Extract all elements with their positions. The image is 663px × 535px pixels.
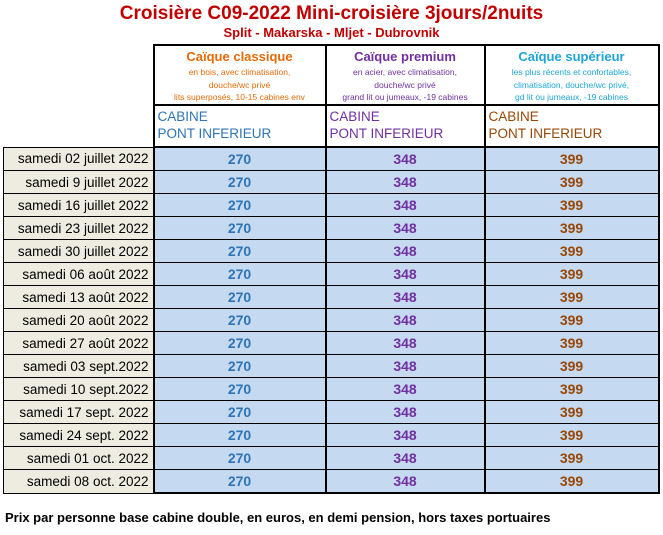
price-classic-cell: 270 <box>154 240 326 263</box>
price-superior-cell: 399 <box>485 171 659 194</box>
table-row <box>4 263 659 286</box>
date-cell: samedi 13 août 2022 <box>4 286 154 309</box>
table-row <box>4 447 659 470</box>
header-blank-cell <box>4 45 154 105</box>
price-premium-cell: 348 <box>326 194 485 217</box>
price-premium-cell: 348 <box>326 147 485 171</box>
price-classic-cell: 270 <box>154 286 326 309</box>
category-name-premium: Caïque premium <box>354 49 456 64</box>
category-header-classic <box>154 45 326 105</box>
price-superior-cell: 399 <box>485 286 659 309</box>
price-premium-cell: 348 <box>326 263 485 286</box>
date-cell: samedi 24 sept. 2022 <box>4 424 154 447</box>
category-name-classic: Caïque classique <box>186 49 293 64</box>
cabin-header-superior <box>485 105 659 147</box>
table-row <box>4 470 659 494</box>
price-table <box>3 44 660 494</box>
cabin-label-superior-1: CABINE <box>488 109 539 124</box>
price-premium-cell: 348 <box>326 171 485 194</box>
price-classic-cell: 270 <box>154 401 326 424</box>
price-premium-cell: 348 <box>326 355 485 378</box>
price-classic-cell: 270 <box>154 194 326 217</box>
date-cell: samedi 17 sept. 2022 <box>4 401 154 424</box>
price-classic-cell: 270 <box>154 147 326 171</box>
table-row <box>4 332 659 355</box>
price-superior-cell: 399 <box>485 355 659 378</box>
price-classic-cell: 270 <box>154 447 326 470</box>
price-premium-cell: 348 <box>326 240 485 263</box>
cabin-label-premium-2: PONT INFERIEUR <box>329 126 444 141</box>
price-superior-cell: 399 <box>485 263 659 286</box>
price-premium-cell: 348 <box>326 470 485 494</box>
category-desc-superior-3: gd lit ou jumeaux, -19 cabines <box>515 92 628 102</box>
price-classic-cell: 270 <box>154 309 326 332</box>
date-cell: samedi 01 oct. 2022 <box>4 447 154 470</box>
price-premium-cell: 348 <box>326 378 485 401</box>
date-cell: samedi 06 août 2022 <box>4 263 154 286</box>
price-classic-cell: 270 <box>154 332 326 355</box>
price-classic-cell: 270 <box>154 378 326 401</box>
price-premium-cell: 348 <box>326 447 485 470</box>
table-row <box>4 171 659 194</box>
category-desc-superior-2: climatisation, douche/wc privé, <box>513 79 630 90</box>
date-cell: samedi 9 juillet 2022 <box>4 171 154 194</box>
price-premium-cell: 348 <box>326 217 485 240</box>
page-title: Croisière C09-2022 Mini-croisière 3jours/2nuits <box>119 3 544 24</box>
cabin-label-premium-1: CABINE <box>329 109 380 124</box>
table-row <box>4 401 659 424</box>
price-premium-cell: 348 <box>326 401 485 424</box>
table-row <box>4 378 659 401</box>
category-desc-classic-3: lits superposés, 10-15 cabines env <box>174 92 305 102</box>
price-superior-cell: 399 <box>485 401 659 424</box>
price-classic-cell: 270 <box>154 470 326 494</box>
price-superior-cell: 399 <box>485 309 659 332</box>
price-premium-cell: 348 <box>326 286 485 309</box>
cabin-header-premium <box>326 105 485 147</box>
category-header-premium <box>326 45 485 105</box>
price-footnote: Prix par personne base cabine double, en euros, en demi pension, hors taxes portuaires <box>5 510 551 525</box>
category-header-row <box>4 45 659 105</box>
price-superior-cell: 399 <box>485 217 659 240</box>
table-row <box>4 217 659 240</box>
price-superior-cell: 399 <box>485 424 659 447</box>
date-cell: samedi 16 juillet 2022 <box>4 194 154 217</box>
cabin-label-classic-1: CABINE <box>157 109 208 124</box>
table-row <box>4 286 659 309</box>
price-classic-cell: 270 <box>154 171 326 194</box>
cabin-header-classic <box>154 105 326 147</box>
category-desc-superior-1: les plus récents et confortables, <box>511 67 632 77</box>
price-superior-cell: 399 <box>485 240 659 263</box>
date-cell: samedi 27 août 2022 <box>4 332 154 355</box>
table-row <box>4 309 659 332</box>
price-premium-cell: 348 <box>326 424 485 447</box>
category-desc-classic-1: en bois, avec climatisation, <box>188 67 291 77</box>
page-subtitle: Split - Makarska - Mljet - Dubrovnik <box>223 25 440 40</box>
cabin-blank-cell <box>4 105 154 147</box>
date-cell: samedi 30 juillet 2022 <box>4 240 154 263</box>
category-desc-premium-2: douche/wc privé <box>374 79 436 90</box>
cabin-header-row <box>4 105 659 147</box>
price-classic-cell: 270 <box>154 263 326 286</box>
table-row <box>4 194 659 217</box>
category-name-superior: Caïque supérieur <box>518 49 625 64</box>
date-cell: samedi 02 juillet 2022 <box>4 147 154 171</box>
table-row <box>4 424 659 447</box>
price-superior-cell: 399 <box>485 147 659 171</box>
price-classic-cell: 270 <box>154 355 326 378</box>
category-header-superior <box>485 45 659 105</box>
price-classic-cell: 270 <box>154 424 326 447</box>
date-cell: samedi 08 oct. 2022 <box>4 470 154 494</box>
date-cell: samedi 23 juillet 2022 <box>4 217 154 240</box>
table-row <box>4 240 659 263</box>
category-desc-premium-1: en acier, avec climatisation, <box>353 67 457 77</box>
cabin-label-classic-2: PONT INFERIEUR <box>157 126 272 141</box>
table-row <box>4 147 659 171</box>
price-classic-cell: 270 <box>154 217 326 240</box>
price-superior-cell: 399 <box>485 378 659 401</box>
table-row <box>4 355 659 378</box>
price-premium-cell: 348 <box>326 309 485 332</box>
price-superior-cell: 399 <box>485 447 659 470</box>
price-superior-cell: 399 <box>485 194 659 217</box>
price-premium-cell: 348 <box>326 332 485 355</box>
cabin-label-superior-2: PONT INFERIEUR <box>488 126 603 141</box>
price-superior-cell: 399 <box>485 332 659 355</box>
category-desc-premium-3: grand lit ou jumeaux, -19 cabines <box>342 92 468 102</box>
date-cell: samedi 10 sept.2022 <box>4 378 154 401</box>
date-cell: samedi 20 août 2022 <box>4 309 154 332</box>
date-cell: samedi 03 sept.2022 <box>4 355 154 378</box>
category-desc-classic-2: douche/wc privé <box>208 79 271 90</box>
price-superior-cell: 399 <box>485 470 659 494</box>
